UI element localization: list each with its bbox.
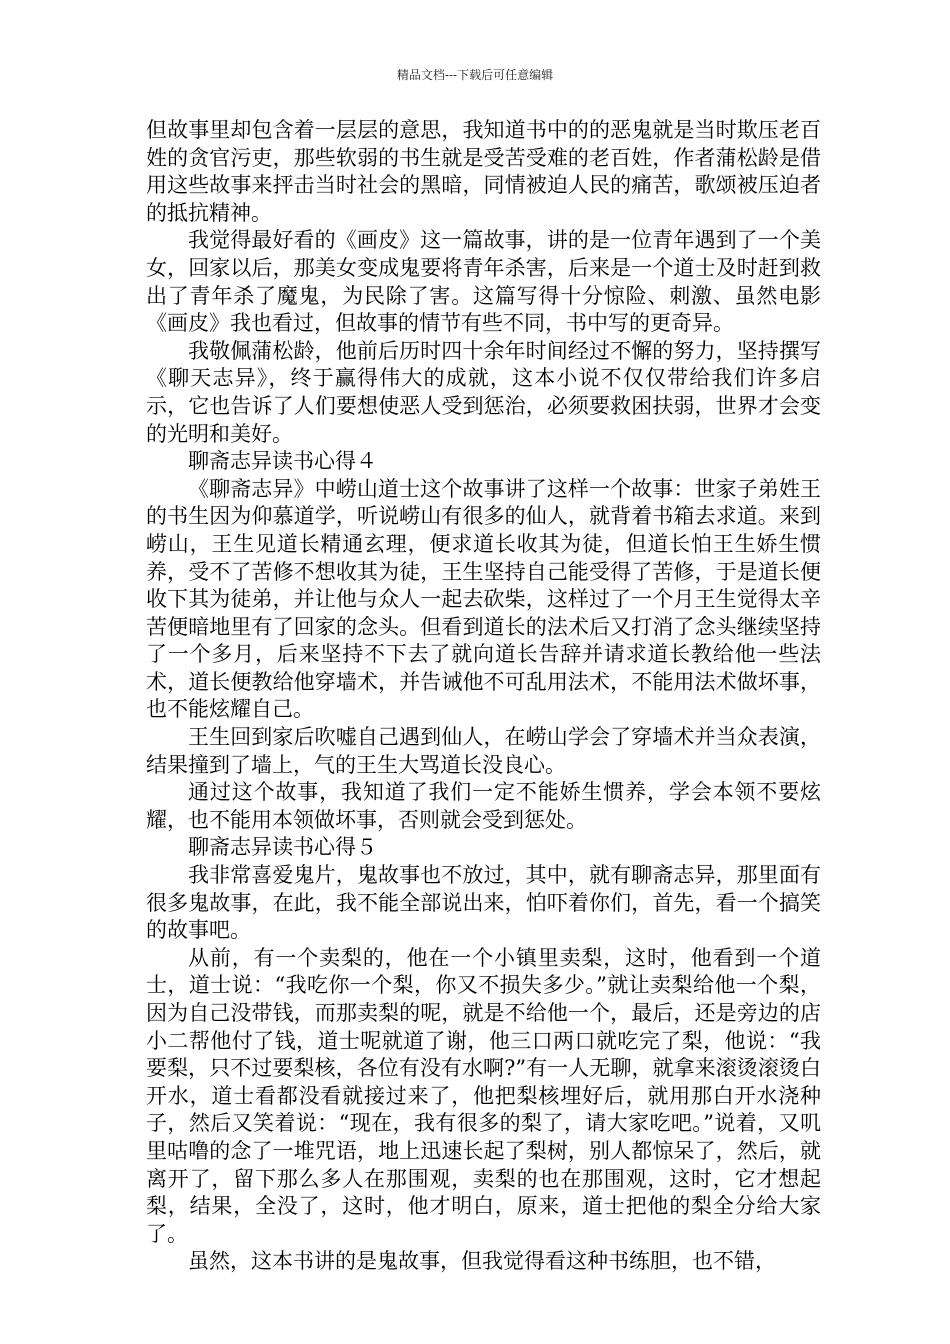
- document-body: [146, 117, 821, 1276]
- section-heading: 聊斋志异读书心得５: [188, 835, 377, 860]
- paragraph: 从前，有一个卖梨的，他在一个小镇里卖梨，这时，他看到一个道士，道士说：“我吃你一个梨，你又不损失多少。”就让卖梨给他一个梨，因为自己没带钱，而那卖梨的呢，就是不给他一个，最后，还是旁边的店小二帮他付了钱，道士呢就道了谢，他三口两口就吃完了梨，他说：“我要梨，只不过要梨核，各位有没有水啊?”有一人无聊，就拿来滚烫滚烫白开水，道士看都没看就接过来了，他把梨核埋好后，就用那白开水浇种子，然后又笑着说：“现在，我有很多的梨了，请大家吃吧。”说着，又叽里咕噜的念了一堆咒语，地上迅速长起了梨树，别人都惊呆了，然后，就离开了，留下那么多人在那围观，卖梨的也在那围观，这时，它才想起梨，结果，全没了，这时，他才明白，原来，道士把他的梨全分给大家了。: [146, 945, 821, 1246]
- paragraph: 我非常喜爱鬼片，鬼故事也不放过，其中，就有聊斋志异，那里面有很多鬼故事，在此，我不能全部说出来，怕吓着你们，首先，看一个搞笑的故事吧。: [146, 863, 821, 943]
- page-header: 精品文档---下载后可任意编辑: [396, 68, 554, 82]
- paragraph: 通过这个故事，我知道了我们一定不能娇生惯养，学会本领不要炫耀，也不能用本领做坏事，否则就会受到惩处。: [146, 780, 821, 832]
- paragraph: 我敬佩蒲松龄，他前后历时四十余年时间经过不懈的努力，坚持撰写《聊天志异》，终于赢得伟大的成就，这本小说不仅仅带给我们许多启示，它也告诉了人们要想使恶人受到惩治，必须要救困扶弱，世界才会变的光明和美好。: [146, 338, 821, 446]
- paragraph: 《聊斋志异》中崂山道士这个故事讲了这样一个故事：世家子弟姓王的书生因为仰慕道学，听说崂山有很多的仙人，就背着书箱去求道。来到崂山，王生见道长精通玄理，便求道长收其为徒，但道长怕王生娇生惯养，受不了苦修不想收其为徒，王生坚持自己能受得了苦修，于是道长便收下其为徒弟，并让他与众人一起去砍柴，这样过了一个月王生觉得太辛苦便暗地里有了回家的念头。但看到道长的法术后又打消了念头继续坚持了一个多月，后来坚持不下去了就向道长告辞并请求道长教给他一些法术，道长便教给他穿墙术，并告诫他不可乱用法术，不能用法术做坏事，也不能炫耀自己。: [146, 476, 821, 722]
- paragraph: 虽然，这本书讲的是鬼故事，但我觉得看这种书练胆，也不错，: [188, 1249, 776, 1274]
- paragraph: 王生回到家后吹嘘自己遇到仙人，在崂山学会了穿墙术并当众表演，结果撞到了墙上，气的王生大骂道长没良心。: [146, 725, 821, 777]
- paragraph: 但故事里却包含着一层层的意思，我知道书中的的恶鬼就是当时欺压老百姓的贪官污吏，那些软弱的书生就是受苦受难的老百姓，作者蒲松龄是借用这些故事来抨击当时社会的黑暗，同情被迫人民的痛苦，歌颂被压迫者的抵抗精神。: [146, 118, 821, 225]
- section-heading: 聊斋志异读书心得４: [188, 449, 377, 474]
- paragraph: 我觉得最好看的《画皮》这一篇故事，讲的是一位青年遇到了一个美女，回家以后，那美女变成鬼要将青年杀害，后来是一个道士及时赶到救出了青年杀了魔鬼，为民除了害。这篇写得十分惊险、刺激、虽然电影《画皮》我也看过，但故事的情节有些不同，书中写的更奇异。: [146, 228, 821, 336]
